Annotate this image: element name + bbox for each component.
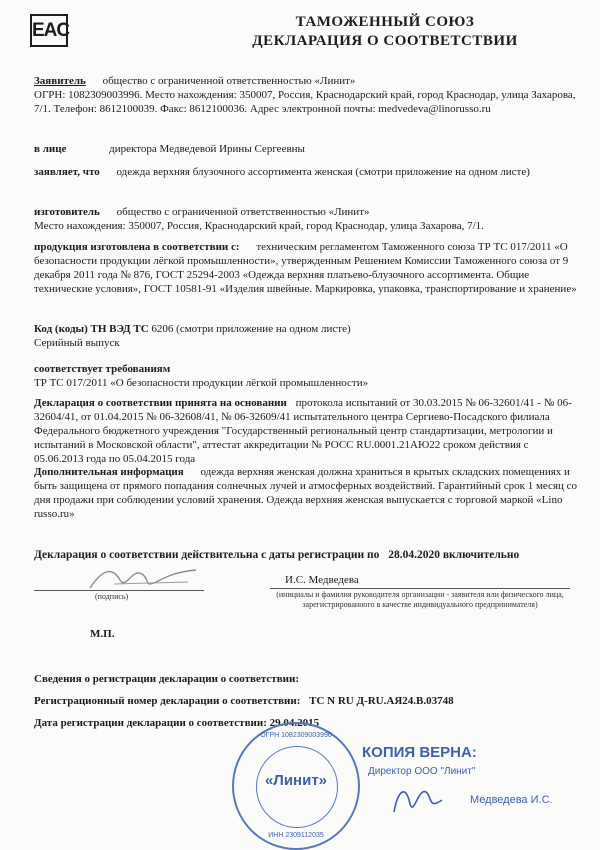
- registration-number-line: [34, 694, 579, 708]
- validity-line: [34, 548, 579, 562]
- declares-label: заявляет, что: [34, 166, 100, 178]
- seal-place-label: М.П.: [90, 628, 115, 640]
- applicant-block: [34, 74, 579, 116]
- produced-block: [34, 240, 579, 296]
- requirements-label: соответствует требованиям: [34, 363, 171, 375]
- person-block: [34, 142, 579, 156]
- signature-caption: (подпись): [95, 592, 129, 601]
- eac-logo: EAC: [30, 14, 68, 47]
- signer-name: И.С. Медведева: [285, 574, 359, 586]
- person-label: в лице: [34, 143, 67, 155]
- applicant-details: ОГРН: 1082309003996. Место нахождения: 350007, Россия, Краснодарский край, город Краснодар, улица Захарова, 7/1. Телефон: 8612100039. Факс: 8612100036. Адрес электронной почты: medvedeva@linorusso.ru: [34, 89, 576, 115]
- produced-value: техническим регламентом Таможенного союза ТР ТС 017/2011 «О безопасности продукции лёгкой промышленности», утвержденным Решением Комиссии Таможенного союза от 9 декабря 2011 года № 876, ГОСТ 25294-2003 «Одежда верхняя платьево-блузочного ассортимента. Общие технические условия», ГОСТ 10581-91 «Изделия швейные. Маркировка, упаковка, транспортирование и хранение»: [34, 241, 577, 295]
- copy-title: КОПИЯ ВЕРНА:: [362, 744, 477, 761]
- code-value: 6206 (смотри приложение на одном листе): [151, 323, 351, 335]
- stamp-bottom-text: ИНН 2309112035: [268, 832, 324, 839]
- declares-block: [34, 165, 579, 179]
- additional-label: Дополнительная информация: [34, 466, 184, 478]
- additional-value: одежда верхняя женская должна храниться в крытых складских помещениях и быть защищена от прямого попадания солнечных лучей и атмосферных воздействий. Гарантийный срок 1 месяц со дня продажи при соблюдении условий хранения. Одежда верхняя женская выпускается с торговой маркой «Lino russo.ru»: [34, 466, 578, 520]
- basis-label: Декларация о соответствии принята на основании: [34, 397, 287, 409]
- declaration-title: ДЕКЛАРАЦИЯ О СООТВЕТСТВИИ: [252, 33, 518, 49]
- requirements-block: [34, 362, 579, 390]
- copy-name: Медведева И.С.: [470, 794, 553, 806]
- requirements-value: ТР ТС 017/2011 «О безопасности продукции лёгкой промышленности»: [34, 377, 369, 389]
- union-title: ТАМОЖЕННЫЙ СОЮЗ: [295, 14, 475, 30]
- manufacturer-value: общество с ограниченной ответственностью «Линит»: [116, 206, 370, 218]
- serial-text: Серийный выпуск: [34, 337, 120, 349]
- signature-line: [34, 590, 204, 591]
- copy-signature: [388, 780, 448, 820]
- additional-block: [34, 465, 579, 521]
- name-caption: (инициалы и фамилия руководителя организации - заявителя или физического лица, зарегистрированного в качестве индивидуального предпринимателя): [276, 590, 564, 609]
- manufacturer-label: изготовитель: [34, 206, 100, 218]
- person-value: директора Медведевой Ирины Сергеевны: [109, 143, 305, 155]
- manufacturer-address: Место нахождения: 350007, Россия, Краснодарский край, город Краснодар, улица Захарова, 7/1.: [34, 220, 484, 232]
- validity-label: Декларация о соответствии действительна с даты регистрации по: [34, 549, 380, 561]
- validity-suffix: включительно: [442, 549, 520, 561]
- registration-number: ТС N RU Д-RU.АЯ24.В.03748: [309, 695, 454, 707]
- copy-position: Директор ООО "Линит": [368, 766, 476, 777]
- applicant-value: общество с ограниченной ответственностью «Линит»: [102, 75, 356, 87]
- stamp-name: «Линит»: [264, 772, 328, 789]
- registration-heading: Сведения о регистрации декларации о соответствии:: [34, 673, 299, 685]
- manufacturer-block: [34, 205, 579, 233]
- registration-date: 29.04.2015: [269, 717, 320, 729]
- registration-number-label: Регистрационный номер декларации о соответствии:: [34, 695, 301, 707]
- validity-date: 28.04.2020: [388, 549, 440, 561]
- stamp-top-text: ОГРН 1082309003996: [260, 732, 332, 739]
- code-label: Код (коды) ТН ВЭД ТС: [34, 323, 149, 335]
- applicant-label: Заявитель: [34, 75, 86, 87]
- company-stamp: [232, 722, 360, 850]
- declares-value: одежда верхняя блузочного ассортимента женская (смотри приложение на одном листе): [116, 166, 530, 178]
- name-line: [270, 588, 570, 589]
- basis-block: [34, 396, 579, 466]
- basis-value: протокола испытаний от 30.03.2015 № 06-32601/41 - № 06-32604/41, от 01.04.2015 № 06-32608/41, № 06-32609/41 испытательного центра Сергиево-Посадского филиала Федерального бюджетного учреждения "Государственный региональный центр стандартизации, метрологии и испытаний в Московской области", аттестат аккредитации № РОСС RU.0001.21АЮ22 сроком действия с 05.06.2013 года по 05.04.2015 года: [34, 397, 572, 465]
- code-block: [34, 322, 579, 350]
- registration-date-label: Дата регистрации декларации о соответствии:: [34, 717, 267, 729]
- produced-label: продукция изготовлена в соответствии с:: [34, 241, 240, 253]
